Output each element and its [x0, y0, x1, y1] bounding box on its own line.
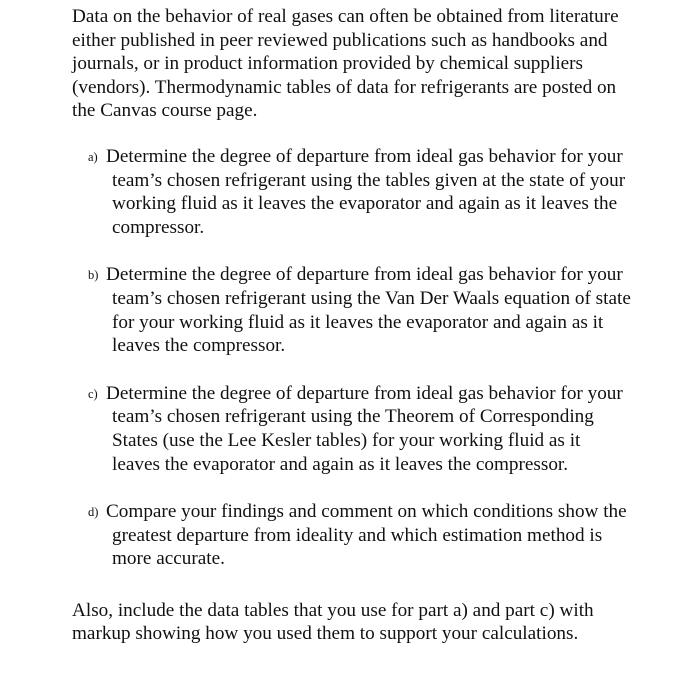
intro-paragraph: Data on the behavior of real gases can often be obtained from literature either published in peer reviewed publications such as handbooks and journals, or in product information provided by chemical suppliers (vendors). Thermodynamic tables of data for refrigerants are posted on the Canvas course page. [72, 6, 619, 122]
task-marker-b: b) [88, 268, 99, 283]
task-item-b [72, 263, 632, 357]
task-item-a [72, 145, 632, 239]
task-item-c [72, 382, 632, 476]
task-marker-a: a) [88, 149, 98, 164]
document-page [72, 5, 632, 646]
task-list [72, 145, 632, 571]
task-text-d: Compare your findings and comment on which conditions show the greatest departure from ideality and which estimation method is more accurate. [106, 501, 627, 570]
task-marker-c: c) [88, 386, 98, 401]
task-text-b: Determine the degree of departure from ideal gas behavior for your team’s chosen refrigerant using the Van Der Waals equation of state for your working fluid as it leaves the evaporator and again as it leaves the compressor. [106, 264, 631, 357]
outro-paragraph: Also, include the data tables that you use for part a) and part c) with markup showing how you used them to support your calculations. [72, 599, 594, 645]
task-marker-d: d) [88, 505, 99, 520]
task-item-d [72, 500, 632, 571]
task-text-a: Determine the degree of departure from ideal gas behavior for your team’s chosen refrigerant using the tables given at the state of your working fluid as it leaves the evaporator and again as it leaves the compressor. [106, 145, 626, 238]
task-text-c: Determine the degree of departure from ideal gas behavior for your team’s chosen refrigerant using the Theorem of Corresponding States (use the Lee Kesler tables) for your working fluid as it leaves the evaporator and again as it leaves the compressor. [106, 382, 623, 475]
